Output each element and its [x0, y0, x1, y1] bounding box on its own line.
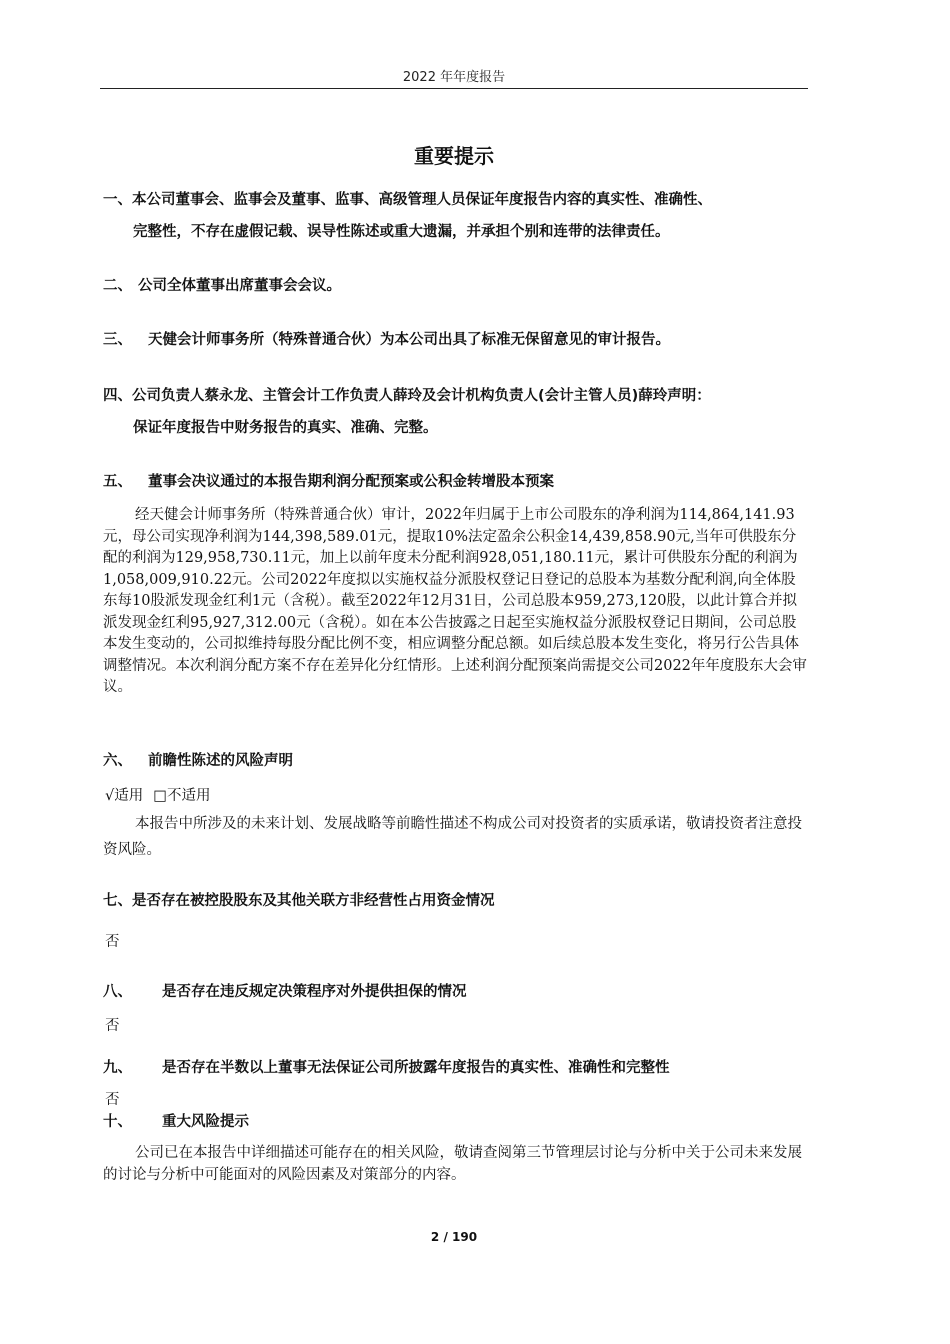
applicable-option: √适用 — [105, 788, 144, 804]
running-header: 2022 年年度报告 — [402, 70, 506, 85]
section-9-heading — [103, 1056, 823, 1080]
section-heading: 是否存在半数以上董事无法保证公司所披露年度报告的真实性、准确性和完整性 — [162, 1060, 670, 1076]
page-title: 重要提示 — [414, 144, 494, 168]
section-number: 一、 — [103, 192, 132, 208]
section-heading: 是否存在违反规定决策程序对外提供担保的情况 — [162, 984, 467, 1000]
section-2 — [103, 274, 823, 298]
section-7-heading — [103, 889, 823, 913]
section-1 — [103, 188, 823, 244]
section-heading: 公司全体董事出席董事会会议。 — [138, 278, 341, 294]
section-heading: 本公司董事会、监事会及董事、监事、高级管理人员保证年度报告内容的真实性、准确性、 — [132, 192, 712, 208]
section-3 — [103, 328, 823, 352]
section-number: 六、 — [103, 753, 132, 769]
section-7-answer: 否 — [105, 934, 120, 950]
section-8-heading — [103, 980, 823, 1004]
section-heading: 公司负责人蔡永龙、主管会计工作负责人薛玲及会计机构负责人(会计主管人员)薛玲声明： — [132, 388, 711, 404]
section-heading-continued: 保证年度报告中财务报告的真实、准确、完整。 — [133, 420, 438, 436]
not-applicable-option: □不适用 — [153, 788, 211, 804]
section-heading: 重大风险提示 — [162, 1114, 249, 1130]
header-divider — [100, 88, 808, 89]
forward-looking-paragraph: 本报告中所涉及的未来计划、发展战略等前瞻性描述不构成公司对投资者的实质承诺，敬请投资者注意投资风险。 — [103, 816, 802, 858]
section-number: 五、 — [103, 474, 132, 490]
section-5-heading — [103, 470, 823, 494]
section-heading: 董事会决议通过的本报告期利润分配预案或公积金转增股本预案 — [148, 474, 554, 490]
applicability-options — [105, 784, 210, 805]
section-8-answer: 否 — [105, 1018, 120, 1034]
section-number: 八、 — [103, 984, 132, 1000]
section-heading: 是否存在被控股股东及其他关联方非经营性占用资金情况 — [132, 893, 495, 909]
risk-notice-paragraph: 公司已在本报告中详细描述可能存在的相关风险，敬请查阅第三节管理层讨论与分析中关于公司未来发展的讨论与分析中可能面对的风险因素及对策部分的内容。 — [103, 1145, 802, 1183]
section-heading: 前瞻性陈述的风险声明 — [148, 753, 293, 769]
section-heading-continued: 完整性，不存在虚假记载、误导性陈述或重大遗漏，并承担个别和连带的法律责任。 — [133, 224, 670, 240]
section-4 — [103, 384, 823, 440]
section-number: 三、 — [103, 332, 132, 348]
section-10-heading — [103, 1110, 823, 1134]
page-number: 2 / 190 — [430, 1230, 478, 1244]
section-number: 四、 — [103, 388, 132, 404]
section-number: 七、 — [103, 893, 132, 909]
section-6-heading — [103, 749, 823, 773]
section-heading: 天健会计师事务所（特殊普通合伙）为本公司出具了标准无保留意见的审计报告。 — [148, 332, 670, 348]
section-number: 十、 — [103, 1114, 132, 1130]
section-9-answer: 否 — [105, 1092, 120, 1108]
section-number: 九、 — [103, 1060, 132, 1076]
section-number: 二、 — [103, 278, 132, 294]
profit-distribution-paragraph: 经天健会计师事务所（特殊普通合伙）审计，2022年归属于上市公司股东的净利润为114,864,141.93元，母公司实现净利润为144,398,589.01元，提取10%法定盈余公积金14,439,858.90元,当年可供股东分配的利润为129,958,730.11元，加上以前年度未分配利润928,051,180.11元，累计可供股东分配的利润为1,058,009,910.22元。公司2022年度拟以实施权益分派股权登记日登记的总股本为基数分配利润,向全体股东每10股派发现金红利1元（含税）。截至2022年12月31日，公司总股本959,273,120股，以此计算合并拟派发现金红利95,927,312.00元（含税）。如在本公告披露之日起至实施权益分派股权登记日期间，公司总股本发生变动的，公司拟维持每股分配比例不变，相应调整分配总额。如后续总股本发生变化，将另行公告具体调整情况。本次利润分配方案不存在差异化分红情形。上述利润分配预案尚需提交公司2022年年度股东大会审议。 — [103, 507, 807, 695]
